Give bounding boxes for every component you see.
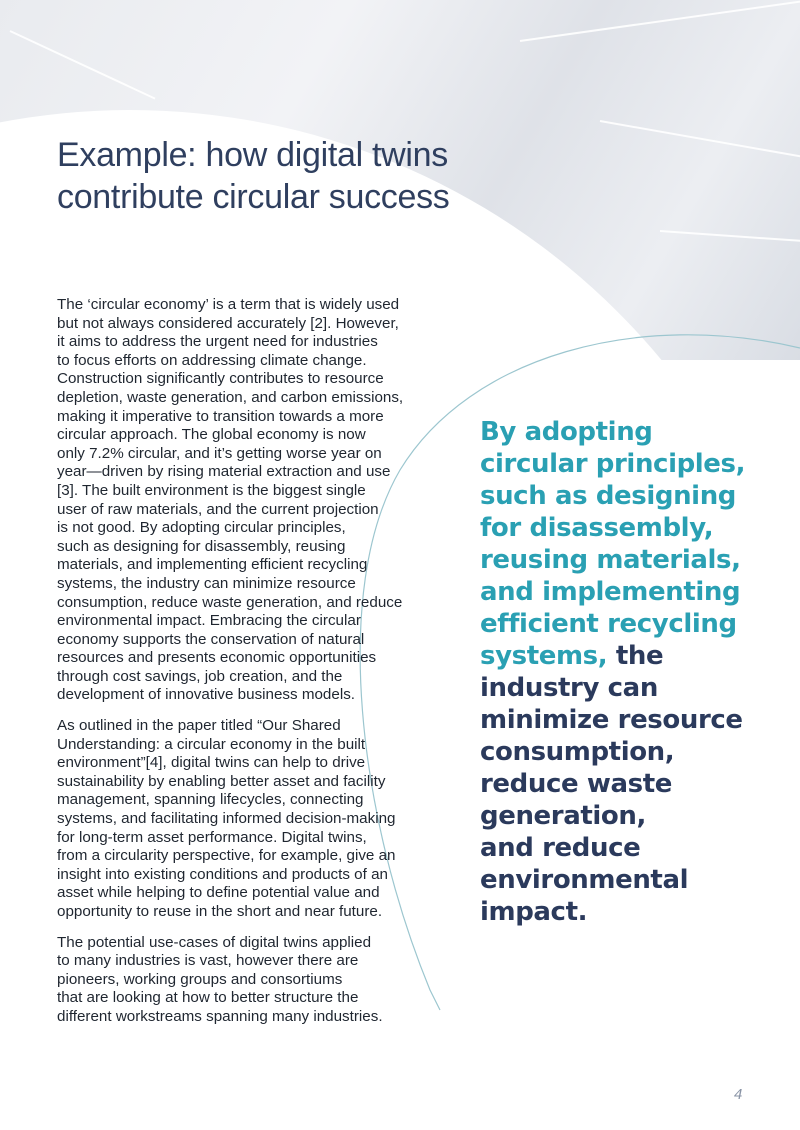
body-line: year—driven by rising material extraction and use bbox=[57, 463, 391, 481]
body-paragraph bbox=[57, 296, 437, 705]
body-line: materials, and implementing efficient recycling bbox=[57, 556, 368, 574]
body-line: insight into existing conditions and products of an bbox=[57, 865, 388, 883]
body-line: systems, and facilitating informed decision-making bbox=[57, 810, 396, 828]
title-line: contribute circular success bbox=[57, 178, 450, 216]
pull-quote-line: and reduce bbox=[480, 833, 641, 863]
pull-quote-line: reusing materials, bbox=[480, 545, 741, 575]
title-line: Example: how digital twins bbox=[57, 136, 448, 174]
body-line: for long-term asset performance. Digital twins, bbox=[57, 828, 367, 846]
body-line: to focus efforts on addressing climate change. bbox=[57, 351, 367, 369]
body-line: to many industries is vast, however there are bbox=[57, 952, 359, 970]
body-line: systems, the industry can minimize resource bbox=[57, 574, 356, 592]
body-line: Understanding: a circular economy in the built bbox=[57, 735, 366, 753]
body-line: asset while helping to define potential value and bbox=[57, 884, 380, 902]
body-line: environmental impact. Embracing the circular bbox=[57, 612, 361, 630]
pull-quote-line bbox=[480, 640, 780, 672]
body-line: consumption, reduce waste generation, and reduce bbox=[57, 593, 403, 611]
body-line: depletion, waste generation, and carbon emissions, bbox=[57, 388, 404, 406]
body-line: is not good. By adopting circular principles, bbox=[57, 519, 346, 537]
light-streak bbox=[660, 230, 800, 243]
pull-quote-line: consumption, bbox=[480, 737, 675, 767]
body-line: management, spanning lifecycles, connecting bbox=[57, 791, 364, 809]
body-line: opportunity to reuse in the short and near future. bbox=[57, 903, 383, 920]
body-line: circular approach. The global economy is now bbox=[57, 426, 366, 444]
pull-quote-navy-fragment: the bbox=[607, 641, 664, 671]
body-line: it aims to address the urgent need for industries bbox=[57, 333, 378, 351]
pull-quote-line: for disassembly, bbox=[480, 513, 714, 543]
body-paragraph bbox=[57, 934, 437, 1027]
light-streak bbox=[520, 0, 800, 42]
body-line: pioneers, working groups and consortiums bbox=[57, 970, 343, 988]
pull-quote-line: impact. bbox=[480, 897, 588, 927]
body-line: from a circularity perspective, for example, give an bbox=[57, 847, 396, 865]
body-paragraph bbox=[57, 717, 437, 922]
body-line: different workstreams spanning many industries. bbox=[57, 1007, 383, 1025]
pull-quote-line: such as designing bbox=[480, 481, 737, 511]
body-line: that are looking at how to better structure the bbox=[57, 989, 359, 1007]
body-line: development of innovative business models. bbox=[57, 686, 356, 704]
body-line: The potential use-cases of digital twins applied bbox=[57, 933, 372, 951]
body-line: sustainability by enabling better asset and facility bbox=[57, 772, 386, 790]
pull-quote-line: By adopting bbox=[480, 417, 653, 447]
pull-quote-line: and implementing bbox=[480, 577, 741, 607]
body-line: economy supports the conservation of natural bbox=[57, 630, 365, 648]
pull-quote-line: environmental bbox=[480, 865, 689, 895]
light-streak bbox=[10, 30, 156, 99]
body-line: resources and presents economic opportunities bbox=[57, 649, 377, 667]
body-text-column bbox=[57, 296, 437, 1039]
pull-quote-line: circular principles, bbox=[480, 449, 746, 479]
pull-quote-line: minimize resource bbox=[480, 705, 743, 735]
body-line: making it imperative to transition towards a more bbox=[57, 407, 384, 425]
body-line: environment”[4], digital twins can help to drive bbox=[57, 754, 366, 772]
body-line: only 7.2% circular, and it’s getting worse year on bbox=[57, 444, 382, 462]
pull-quote-line: reduce waste bbox=[480, 769, 672, 799]
body-line: Construction significantly contributes to resource bbox=[57, 370, 384, 388]
body-line: but not always considered accurately [2]. However, bbox=[57, 314, 399, 332]
body-line: user of raw materials, and the current projection bbox=[57, 500, 379, 518]
body-line: As outlined in the paper titled “Our Shared bbox=[57, 717, 341, 735]
body-line: [3]. The built environment is the biggest single bbox=[57, 481, 366, 499]
body-line: The ‘circular economy’ is a term that is widely used bbox=[57, 296, 400, 313]
pull-quote-teal-fragment: systems, bbox=[480, 641, 608, 671]
body-line: such as designing for disassembly, reusing bbox=[57, 537, 346, 555]
pull-quote-line: efficient recycling bbox=[480, 609, 737, 639]
pull-quote-line: industry can bbox=[480, 673, 658, 703]
body-line: through cost savings, job creation, and the bbox=[57, 667, 343, 685]
page-title bbox=[57, 134, 497, 218]
page-number: 4 bbox=[734, 1086, 743, 1103]
pull-quote bbox=[480, 416, 780, 928]
pull-quote-line: generation, bbox=[480, 801, 646, 831]
light-streak bbox=[600, 120, 800, 160]
